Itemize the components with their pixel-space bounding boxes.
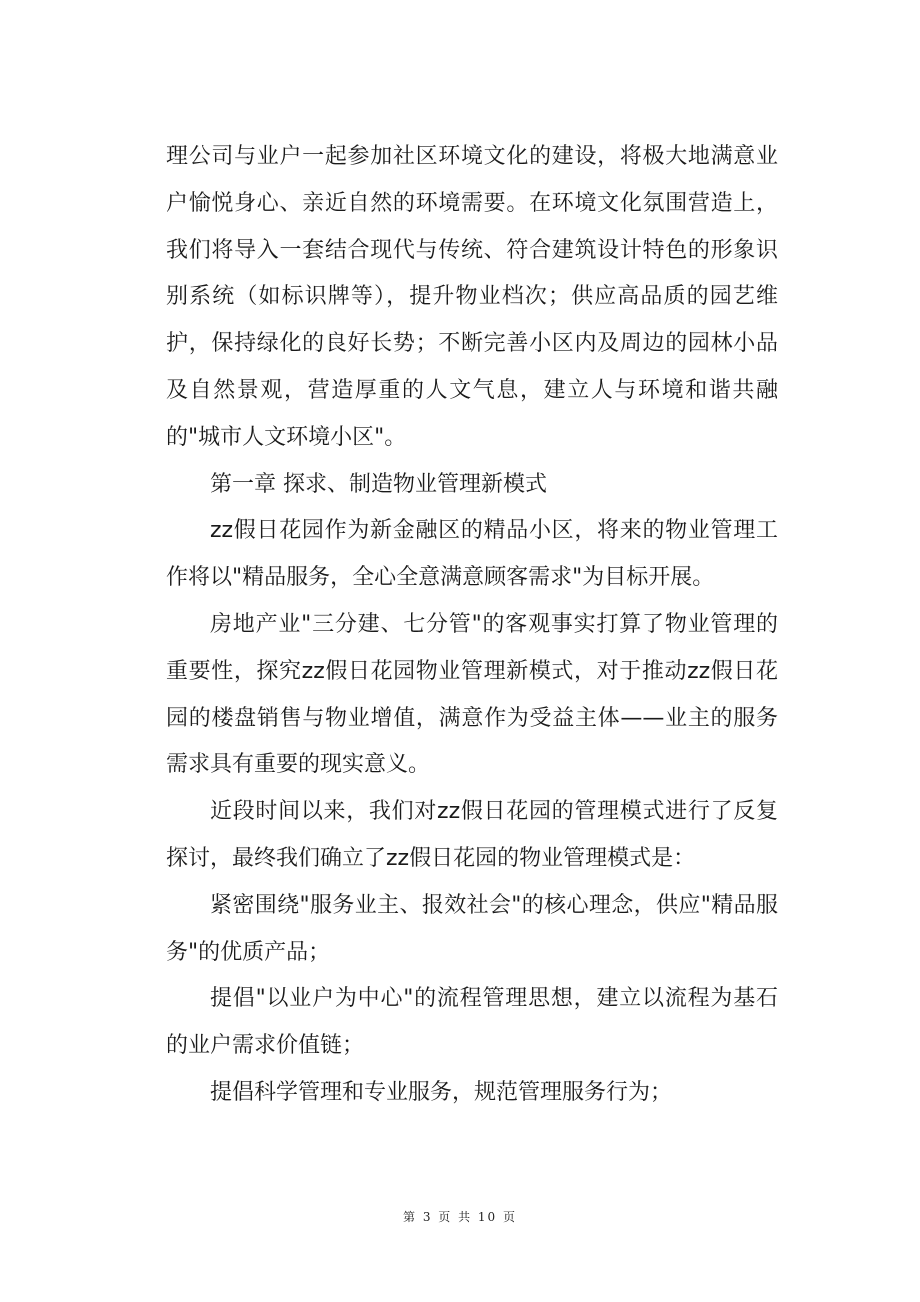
paragraph-process-management: 提倡"以业户为中心"的流程管理思想，建立以流程为基石的业户需求价值链； [166,986,778,1059]
document-body [166,134,778,1117]
paragraph-goal: zz假日花园作为新金融区的精品小区，将来的物业管理工作将以"精品服务，全心全意满意顾客需求"为目标开展。 [166,518,778,591]
page-number-footer: 第 3 页 共 10 页 [403,1210,517,1224]
paragraph-model-discussion: 近段时间以来，我们对zz假日花园的管理模式进行了反复探讨，最终我们确立了zz假日花园的物业管理模式是： [166,799,778,871]
chapter-heading: 第一章 探求、制造物业管理新模式 [210,471,547,497]
paragraph-scientific-management: 提倡科学管理和专业服务，规范管理服务行为； [210,1079,673,1105]
paragraph-environment-culture: 理公司与业户一起参加社区环境文化的建设，将极大地满意业户愉悦身心、亲近自然的环境需要。在环境文化氛围营造上，我们将导入一套结合现代与传统、符合建筑设计特色的形象识别系统（如标识牌等），提升物业档次；供应高品质的园艺维护，保持绿化的良好长势；不断完善小区内及周边的园林小品及自然景观，营造厚重的人文气息，建立人与环境和谐共融的"城市人文环境小区"。 [166,144,778,450]
paragraph-importance: 房地产业"三分建、七分管"的客观事实打算了物业管理的重要性，探究zz假日花园物业管理新模式，对于推动zz假日花园的楼盘销售与物业增值，满意作为受益主体——业主的服务需求具有重要的现实意义。 [166,611,778,778]
paragraph-core-concept: 紧密围绕"服务业主、报效社会"的核心理念，供应"精品服务"的优质产品； [166,892,778,965]
